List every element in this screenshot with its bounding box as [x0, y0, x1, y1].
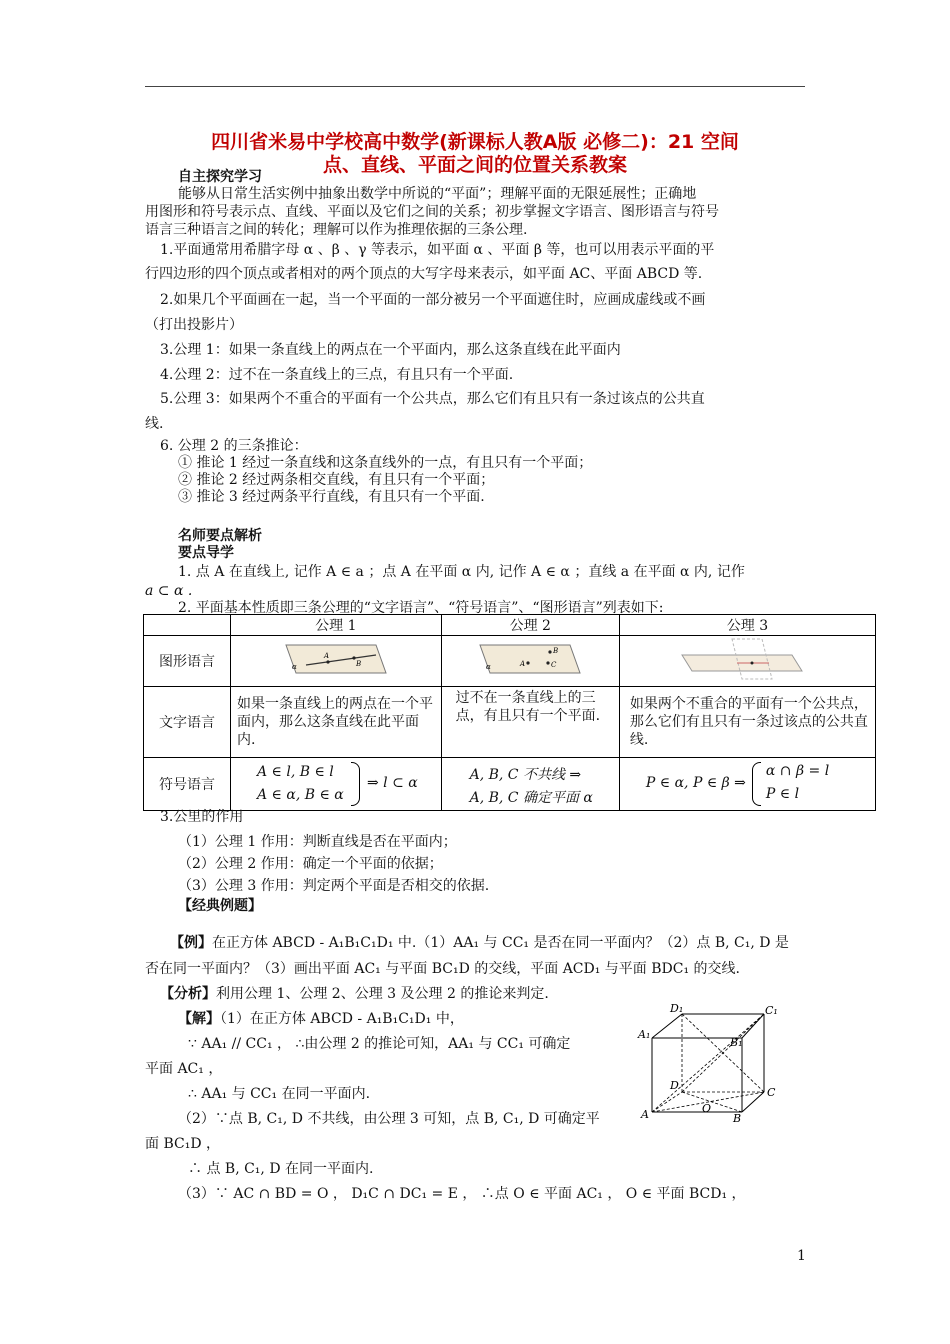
- item-1: 行四边形的四个顶点或者相对的两个顶点的大写字母来表示，如平面 AC、平面 ABCD 等.: [145, 266, 703, 282]
- analysis-line: 【分析】利用公理 1、公理 2、公理 3 及公理 2 的推论来判定.: [160, 986, 549, 1002]
- svg-text:A: A: [520, 660, 526, 668]
- table-header: 公理 1: [231, 615, 442, 636]
- example-label: 【例】: [170, 935, 212, 951]
- cube-label: O: [702, 1102, 712, 1115]
- point-2: 2. 平面基本性质即三条公理的“文字语言”、“符号语言”、“图形语言”列表如下:: [178, 600, 664, 616]
- axiom1-symbols: [231, 758, 442, 811]
- solution-line: （3）∵ AC ∩ BD = O ， D₁C ∩ DC₁ = E ， ∴点 O ∈ 平面 AC₁ ， O ∈ 平面 BCD₁ ，: [178, 1186, 746, 1202]
- intro-line: 用图形和符号表示点、直线、平面以及它们之间的关系；初步掌握文字语言、图形语言与符号: [145, 204, 719, 220]
- use-item: （2）公理 2 作用：确定一个平面的依据；: [178, 856, 443, 872]
- corollary-1: ① 推论 1 经过一条直线和这条直线外的一点，有且只有一个平面；: [178, 455, 593, 471]
- solution-line: ∴ 点 B, C₁, D 在同一平面内.: [188, 1161, 374, 1177]
- subheading-guide: 要点导学: [178, 545, 234, 561]
- example-heading: 【经典例题】: [178, 898, 262, 914]
- symbol-line: A ∈ l, B ∈ l: [257, 764, 334, 780]
- example-line-1: 【例】在正方体 ABCD - A₁B₁C₁D₁ 中.（1）AA₁ 与 CC₁ 是否在同一平面内？（2）点 B, C₁, D 是: [170, 935, 789, 951]
- item-5: 5.公理 3：如果两个不重合的平面有一个公共点，那么它们有且只有一条过该点的公共直: [160, 391, 705, 407]
- cube-label: B: [733, 1112, 742, 1125]
- cube-label: B₁: [730, 1036, 743, 1049]
- title-line-1: 四川省米易中学校高中数学(新课标人教A版 必修二)：21 空间: [211, 131, 739, 153]
- use-item: （1）公理 1 作用：判断直线是否在平面内；: [178, 834, 457, 850]
- item-3: 3.公理 1：如果一条直线上的两点在一个平面内，那么这条直线在此平面内: [160, 342, 621, 358]
- symbol-line: A, B, C 确定平面 α: [469, 790, 593, 806]
- point-1: 1. 点 A 在直线上, 记作 A ∈ a ；点 A 在平面 α 内, 记作 A ∈ α ；直线 a 在平面 α 内, 记作: [178, 564, 745, 580]
- cube-label: A: [641, 1108, 649, 1121]
- solution-line: ∵ AA₁ // CC₁ ， ∴由公理 2 的推论可知，AA₁ 与 CC₁ 可确定: [188, 1036, 571, 1052]
- axiom-table: [143, 614, 876, 811]
- symbol-line: P ∈ l: [765, 786, 800, 802]
- item-4: 4.公理 2：过不在一条直线上的三点，有且只有一个平面.: [160, 367, 514, 383]
- plane-with-points-icon: [470, 641, 590, 677]
- symbol-line: A, B, C 不共线 ⇒: [469, 767, 582, 783]
- solution-line: 平面 AC₁ ，: [145, 1061, 223, 1077]
- intersecting-planes-icon: [677, 637, 817, 681]
- section-heading-self-study: 自主探究学习: [178, 169, 262, 185]
- left-brace: [752, 762, 761, 806]
- axiom1-text: 如果一条直线上的两点在一个平面内，那么这条直线在此平面内.: [231, 687, 442, 758]
- item-2: 2.如果几个平面画在一起，当一个平面的一部分被另一个平面遮住时，应画成虚线或不画: [160, 292, 706, 308]
- page-number: 1: [797, 1248, 806, 1264]
- cube-label: D: [670, 1079, 679, 1092]
- svg-text:C: C: [551, 661, 557, 669]
- solution-line: ∴ AA₁ 与 CC₁ 在同一平面内.: [188, 1086, 371, 1102]
- axiom3-symbols: [619, 758, 875, 811]
- item-5: 线.: [145, 416, 164, 432]
- analysis-label: 【分析】: [160, 986, 216, 1002]
- solution-line: 面 BC₁D ，: [145, 1136, 220, 1152]
- axiom2-symbols: [441, 758, 619, 811]
- intro-line: 语言三种语言之间的转化；理解可以作为推理依据的三条公理.: [145, 222, 528, 238]
- item-1: 1.平面通常用希腊字母 α 、β 、γ 等表示，如平面 α 、平面 β 等，也可以用表示平面的平: [160, 242, 715, 258]
- cube-label: C₁: [765, 1004, 778, 1017]
- svg-text:B: B: [553, 647, 559, 655]
- row-label: 符号语言: [144, 758, 231, 811]
- symbol-line: A ∈ α, B ∈ α: [257, 787, 344, 803]
- section-heading-key-points: 名师要点解析: [178, 528, 262, 544]
- cube-label: C: [767, 1086, 776, 1099]
- header-rule: [145, 86, 805, 87]
- corollary-2: ② 推论 2 经过两条相交直线，有且只有一个平面；: [178, 472, 495, 488]
- solution-line: 【解】（1）在正方体 ABCD - A₁B₁C₁D₁ 中，: [178, 1011, 464, 1027]
- item-2: （打出投影片）: [145, 317, 243, 333]
- example-line-2: 否在同一平面内？（3）画出平面 AC₁ 与平面 BC₁D 的交线，平面 ACD₁ 与平面 BDC₁ 的交线.: [145, 961, 740, 977]
- item-6: 6. 公理 2 的三条推论：: [160, 438, 308, 454]
- symbol-line: P ∈ α, P ∈ β ⇒: [645, 775, 746, 791]
- plane-with-line-icon: [276, 641, 396, 677]
- axiom2-text: 过不在一条直线上的三点，有且只有一个平面.: [441, 687, 619, 758]
- right-brace: [351, 762, 360, 806]
- cube-label: A₁: [638, 1028, 651, 1041]
- svg-text:α: α: [486, 663, 491, 671]
- axiom2-figure: [441, 636, 619, 687]
- symbol-line: ⇒ l ⊂ α: [367, 775, 418, 791]
- axiom1-figure: [231, 636, 442, 687]
- corollary-3: ③ 推论 3 经过两条平行直线，有且只有一个平面.: [178, 489, 485, 505]
- table-header: 公理 3: [619, 615, 875, 636]
- solution-line: （2）∵点 B, C₁, D 不共线，由公理 3 可知，点 B, C₁, D 可确定平: [178, 1111, 600, 1127]
- use-heading: 3.公里的作用: [160, 809, 244, 825]
- cube-label: D₁: [670, 1002, 684, 1015]
- row-label: 文字语言: [144, 687, 231, 758]
- intro-line: 能够从日常生活实例中抽象出数学中所说的“平面”；理解平面的无限延展性；正确地: [178, 186, 697, 202]
- row-label: 图形语言: [144, 636, 231, 687]
- use-item: （3）公理 3 作用：判定两个平面是否相交的依据.: [178, 878, 490, 894]
- table-header: 公理 2: [441, 615, 619, 636]
- point-1: a ⊂ α .: [145, 583, 193, 599]
- svg-text:B: B: [355, 660, 361, 668]
- axiom3-text: 如果两个不重合的平面有一个公共点，那么它们有且只有一条过该点的公共直线.: [619, 687, 875, 758]
- symbol-line: α ∩ β = l: [765, 763, 830, 779]
- svg-text:α: α: [291, 663, 297, 671]
- solution-label: 【解】: [178, 1011, 220, 1027]
- svg-text:A: A: [323, 652, 329, 660]
- cube-diagram: [632, 1000, 782, 1130]
- axiom3-figure: [619, 636, 875, 687]
- title-line-2: 点、直线、平面之间的位置关系教案: [322, 154, 627, 176]
